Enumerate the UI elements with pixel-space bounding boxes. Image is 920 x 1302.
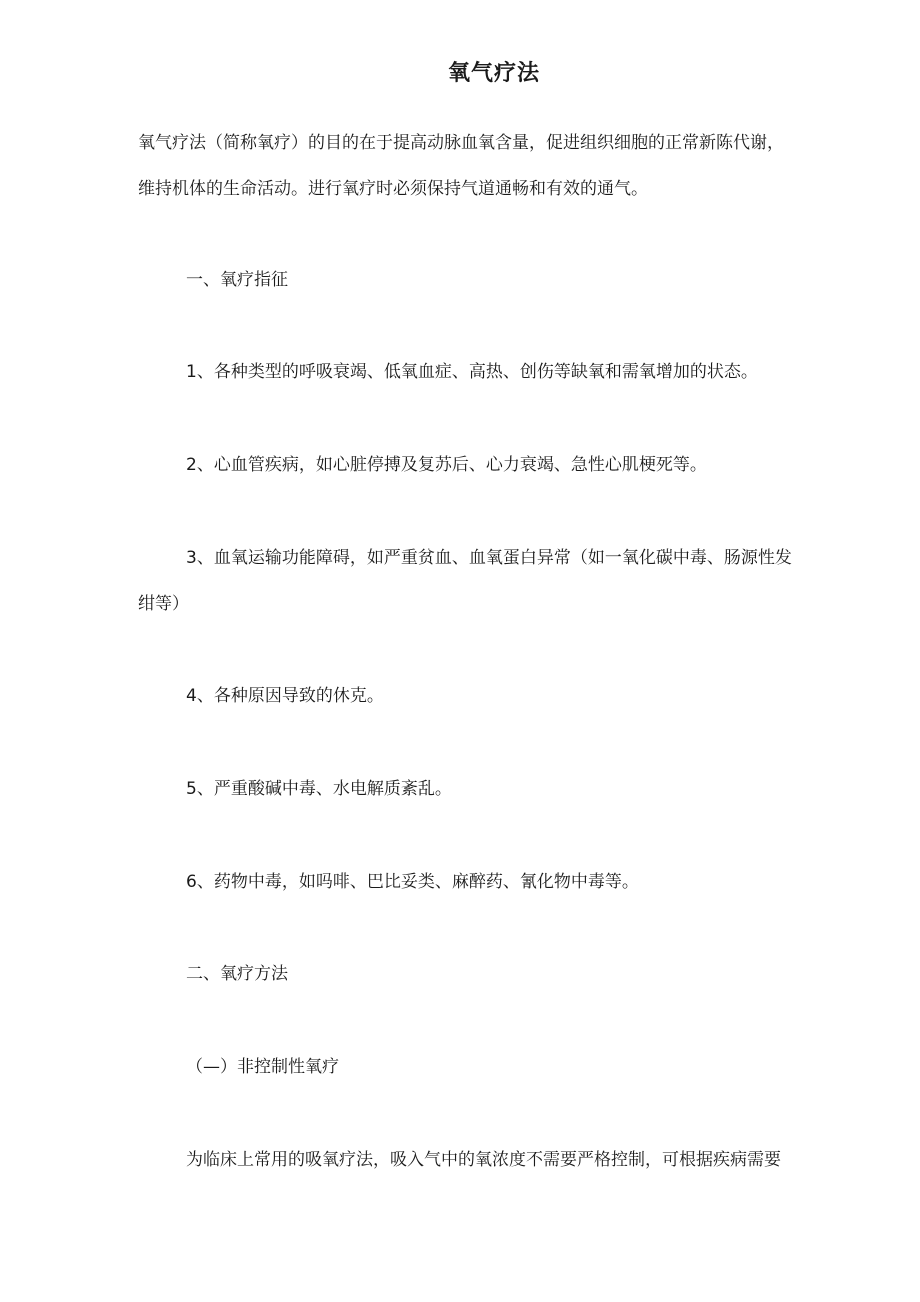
section-heading-indications: 一、氧疗指征 xyxy=(186,270,288,290)
document-title: 氧气疗法 xyxy=(447,61,540,86)
subsection-heading-uncontrolled: （—）非控制性氧疗 xyxy=(186,1057,339,1077)
indication-item-4: 4、各种原因导致的休克。 xyxy=(186,686,384,706)
subsection-body-line-1: 为临床上常用的吸氧疗法，吸入气中的氧浓度不需要严格控制，可根据疾病需要 xyxy=(186,1150,781,1170)
indication-item-2: 2、心血管疾病，如心脏停搏及复苏后、心力衰竭、急性心肌梗死等。 xyxy=(186,455,707,475)
indication-item-1: 1、各种类型的呼吸衰竭、低氧血症、高热、创伤等缺氧和需氧增加的状态。 xyxy=(186,362,758,382)
indication-item-5: 5、严重酸碱中毒、水电解质紊乱。 xyxy=(186,779,452,799)
section-heading-methods: 二、氧疗方法 xyxy=(186,964,288,984)
indication-item-6: 6、药物中毒，如吗啡、巴比妥类、麻醉药、氰化物中毒等。 xyxy=(186,872,639,892)
intro-paragraph-line-1: 氧气疗法（简称氧疗）的目的在于提高动脉血氧含量，促进组织细胞的正常新陈代谢， xyxy=(138,133,784,153)
indication-item-3-line-1: 3、血氧运输功能障碍，如严重贫血、血氧蛋白异常（如一氧化碳中毒、肠源性发 xyxy=(186,548,792,568)
indication-item-3-line-2: 绀等） xyxy=(138,594,189,614)
intro-paragraph-line-2: 维持机体的生命活动。进行氧疗时必须保持气道通畅和有效的通气。 xyxy=(138,179,648,199)
